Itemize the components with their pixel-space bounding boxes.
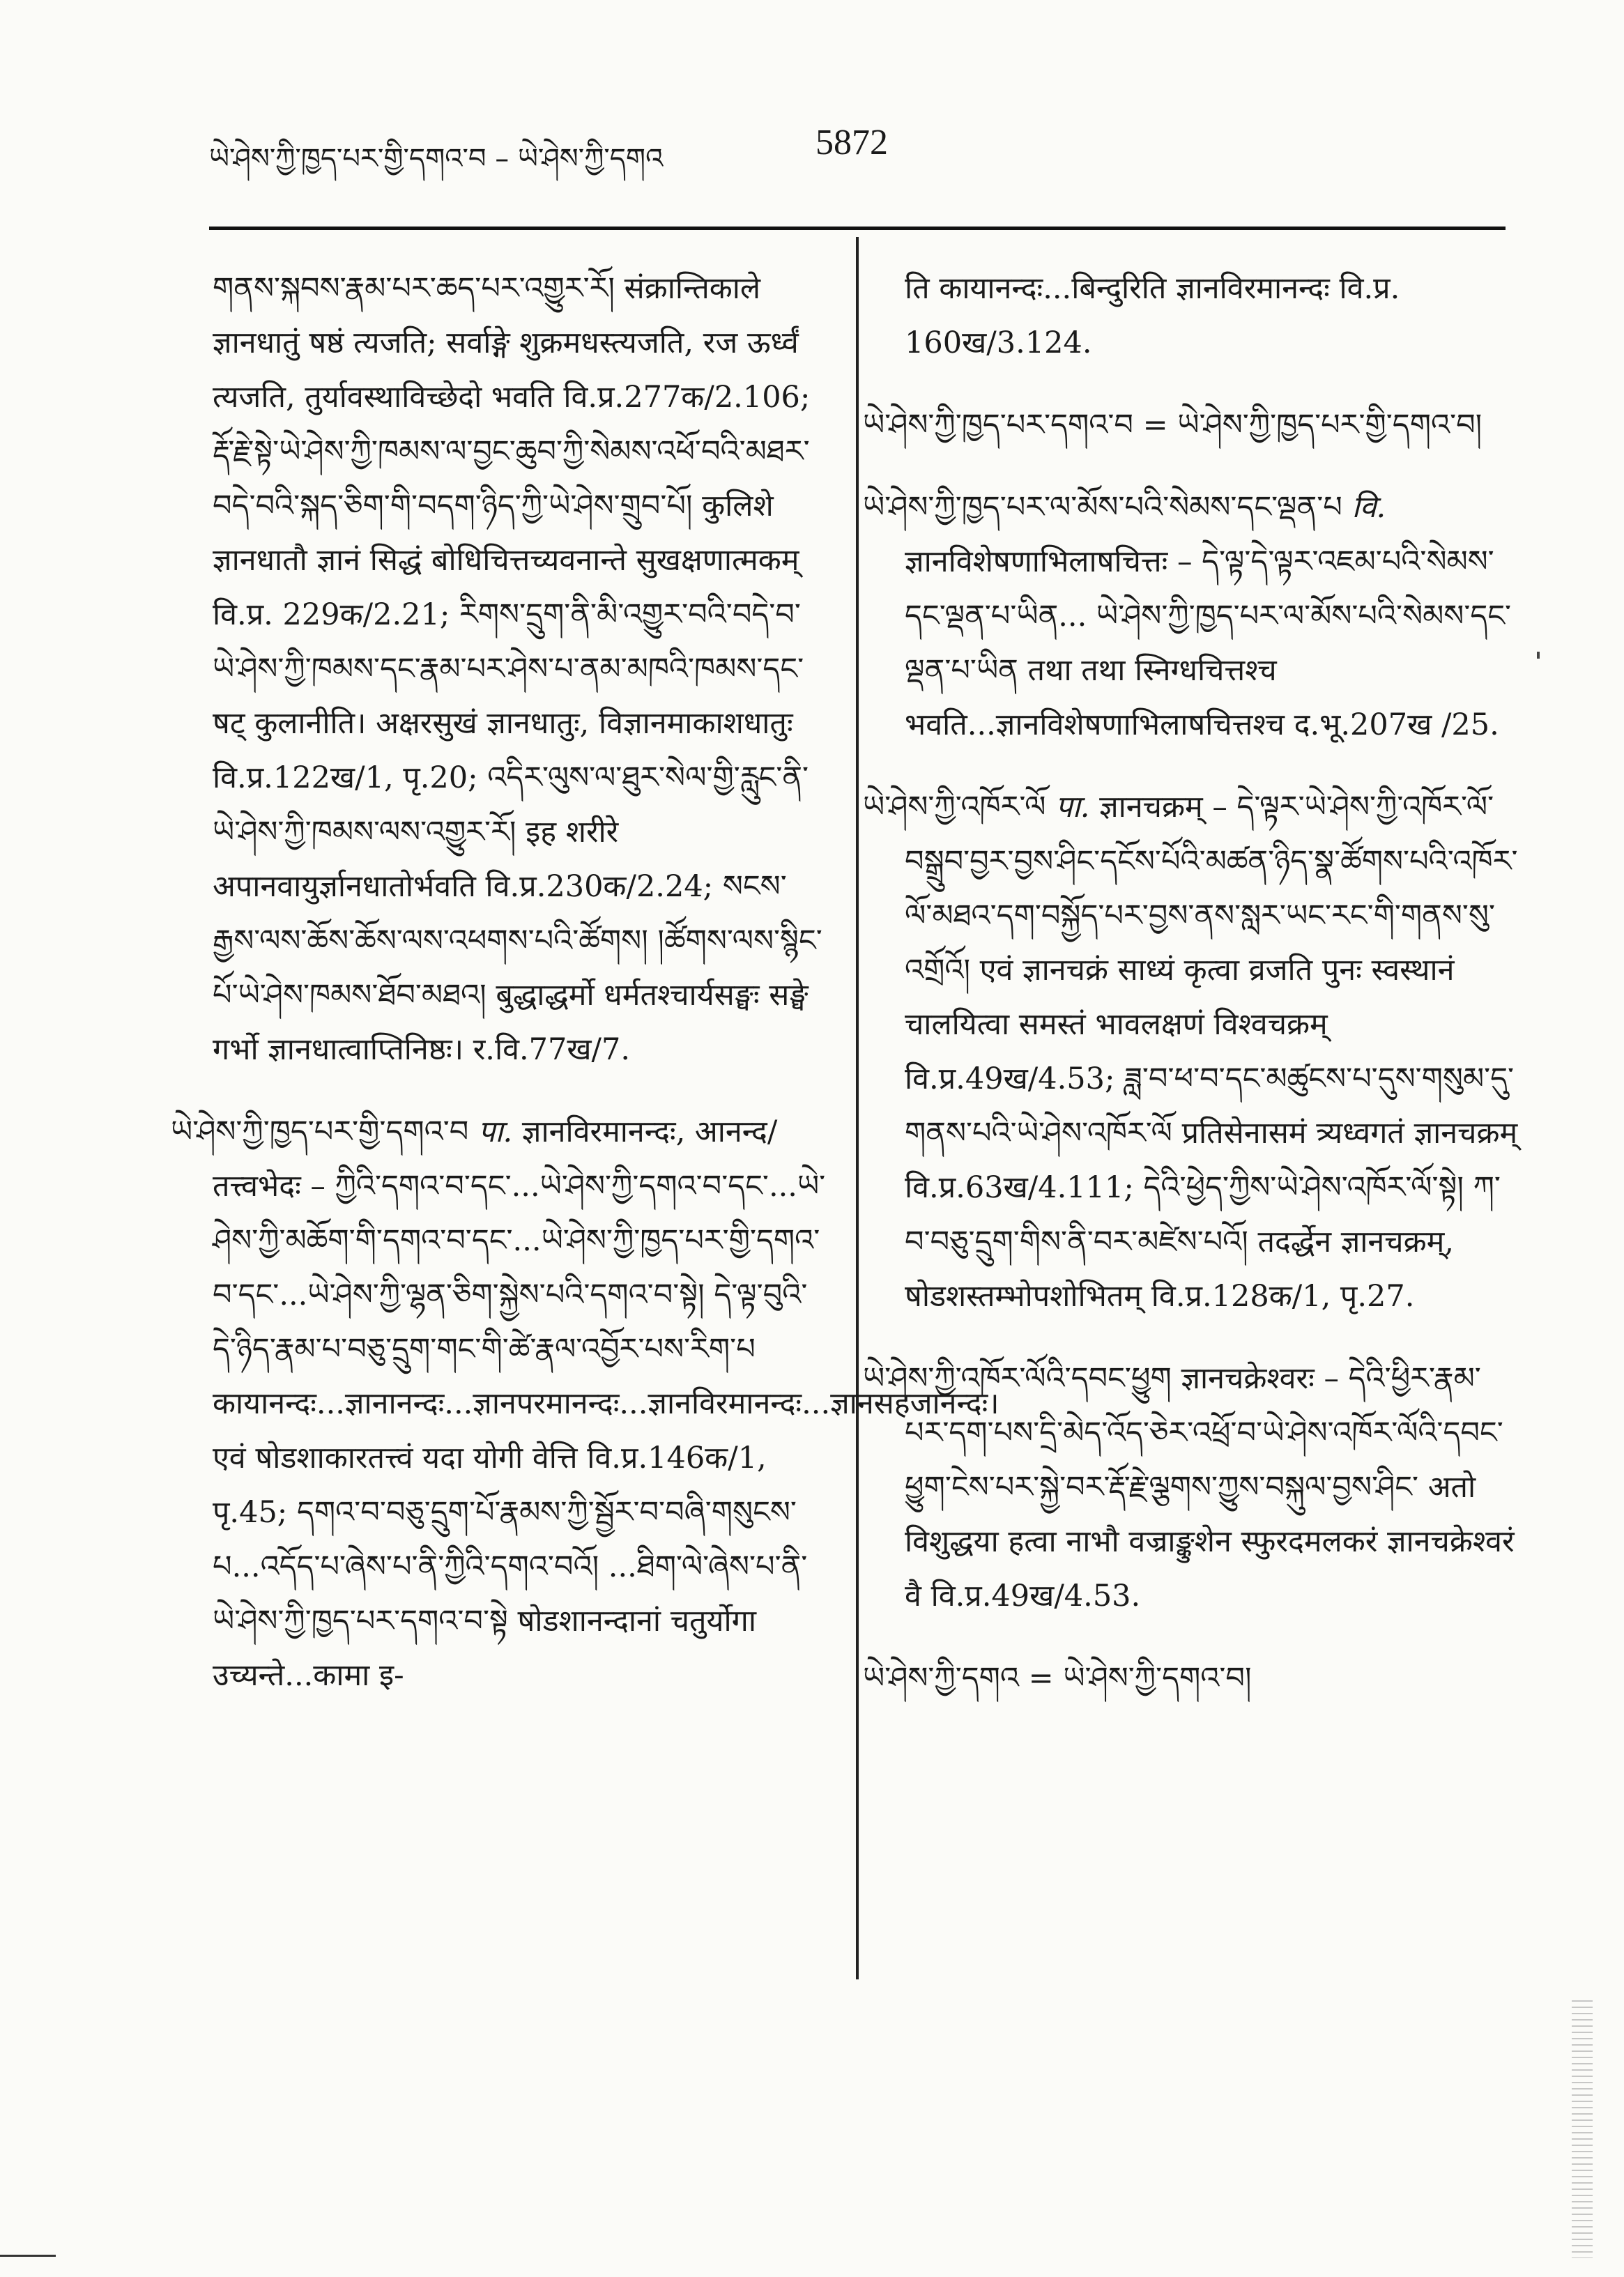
entry-paragraph — [171, 1105, 999, 1703]
entry-headword: ཡེ་ཤེས་ཀྱི་འཁོར་ལོའི་དབང་ཕྱུག — [863, 1361, 1172, 1396]
entry-paragraph — [863, 398, 1518, 452]
dictionary-entry — [863, 261, 1518, 370]
dictionary-entry — [863, 480, 1518, 752]
entry-grammar: पा. — [477, 1114, 513, 1149]
entry-text: ज्ञानचक्रेश्वरः – དེའི་ཕྱིར་རྣམ་པར་དག་པས་དྲི་མེད་འོད་ཅེར་འཕྲོ་བ་ཡེ་ཤེས་འཁོར་ལོའི་དབང་ཕྱུག་ངེས་པར་སྐྱེ་བར་རྡོ་རྗེ་ལྕགས་ཀྱུས་བསྐུལ་བྱས་ཤིང་ अतो विशुद्धया हत्वा नाभौ वज्राङ्कुशेन स्फुरदमलकरं ज्ञानचक्रेश्वरं वै वि.प्र.49ख/4.53. — [905, 1361, 1515, 1613]
entry-headword: ཡེ་ཤེས་ཀྱི་ཁྱད་པར་ལ་མོས་པའི་སེམས་དང་ལྡན་པ — [863, 490, 1342, 525]
column-divider — [856, 237, 859, 1979]
entry-paragraph — [863, 780, 1518, 1324]
entry-headword: ཡེ་ཤེས་ཀྱི་དགའ — [863, 1661, 1019, 1696]
entry-grammar: वि. — [1351, 490, 1386, 525]
entry-text: གནས་སྐབས་རྣམ་པར་ཆད་པར་འགྱུར་རོ། संक्रान्तिकाले ज्ञानधातुं षष्ठं त्यजति; सर्वाङ्गे शुक्रमधस्त्यजति, रज ऊर्ध्वं त्यजति, तुर्यावस्थाविच्छेदो भवति वि.प्र.277क/2.106; རྡོ་རྗེ་སྟེ་ཡེ་ཤེས་ཀྱི་ཁམས་ལ་བྱང་ཆུབ་ཀྱི་སེམས་འཕོ་བའི་མཐར་བདེ་བའི་སྐད་ཅིག་གི་བདག་ཉིད་ཀྱི་ཡེ་ཤེས་གྲུབ་པོ། कुलिशे ज्ञानधातौ ज्ञानं सिद्धं बोधिचित्तच्यवनान्ते सुखक्षणात्मकम् वि.प्र. 229क/2.21; རིགས་དྲུག་ནི་མི་འགྱུར་བའི་བདེ་བ་ཡེ་ཤེས་ཀྱི་ཁམས་དང་རྣམ་པར་ཤེས་པ་ནམ་མཁའི་ཁམས་དང་ षट् कुलानीति। अक्षरसुखं ज्ञानधातुः, विज्ञानमाकाशधातुः वि.प्र.122ख/1, पृ.20; འདིར་ལུས་ལ་ཐུར་སེལ་གྱི་རླུང་ནི་ཡེ་ཤེས་ཀྱི་ཁམས་ལས་འགྱུར་རོ། इह शरीरे अपानवायुर्ज्ञानधातोर्भवति वि.प्र.230क/2.24; སངས་རྒྱས་ལས་ཆོས་ཆོས་ལས་འཕགས་པའི་ཚོགས། །ཚོགས་ལས་སྙིང་པོ་ཡེ་ཤེས་ཁམས་ཐོབ་མཐའ། बुद्धाद्धर्मो धर्मतश्चार्यसङ्घः सङ्घे गर्भो ज्ञानधात्वाप्तिनिष्ठः। र.वि.77ख/7. — [213, 271, 822, 1067]
entry-text: ति कायानन्दः...बिन्दुरिति ज्ञानविरमानन्दः वि.प्र. 160ख/3.124. — [905, 271, 1400, 360]
dictionary-entry — [863, 1651, 1518, 1705]
stray-mark — [1537, 652, 1540, 659]
entry-headword: ཡེ་ཤེས་ཀྱི་ཁྱད་པར་དགའ་བ — [863, 408, 1133, 443]
entry-grammar: पा. — [1055, 790, 1090, 825]
entry-text: = ཡེ་ཤེས་ཀྱི་དགའ་བ། — [1028, 1661, 1252, 1696]
dictionary-entry — [171, 1105, 999, 1703]
entry-text: ज्ञानचक्रम् – དེ་ལྟར་ཡེ་ཤེས་ཀྱི་འཁོར་ལོ་བསྒྲུབ་བྱར་བྱས་ཤིང་དངོས་པོའི་མཚན་ཉིད་སྣ་ཚོགས་པའི་འཁོར་ལོ་མཐའ་དག་བསྐྱོད་པར་བྱས་ནས་སླར་ཡང་རང་གི་གནས་སུ་འགྲོའོ། एवं ज्ञानचक्रं साध्यं कृत्वा व्रजति पुनः स्वस्थानं चालयित्वा समस्तं भावलक्षणं विश्वचक्रम् वि.प्र.49ख/4.53; ཟླ་བ་ཕ་བ་དང་མཚུངས་པ་དུས་གསུམ་དུ་གནས་པའི་ཡེ་ཤེས་འཁོར་ལོ प्रतिसेनासमं त्र्यध्वगतं ज्ञानचक्रम् वि.प्र.63ख/4.111; དེའི་ཕྱེད་ཀྱིས་ཡེ་ཤེས་འཁོར་ལོ་སྟེ། ཀ་བ་བཅུ་དྲུག་གིས་ནི་བར་མཛེས་པའོ། तदर्द्धेन ज्ञानचक्रम्, षोडशस्तम्भोपशोभितम् वि.प्र.128क/1, पृ.27. — [905, 790, 1518, 1314]
margin-tick — [0, 2255, 56, 2257]
scan-edge-noise — [1572, 2000, 1593, 2258]
entry-paragraph — [863, 1351, 1518, 1623]
entry-paragraph — [863, 1651, 1518, 1705]
running-header — [209, 118, 1533, 174]
entry-headword: ཡེ་ཤེས་ཀྱི་འཁོར་ལོ — [863, 790, 1046, 825]
dictionary-entry — [171, 261, 826, 1077]
page-number: 5872 — [815, 123, 888, 162]
dictionary-entry — [863, 1351, 1518, 1623]
dictionary-entry — [863, 398, 1518, 452]
entry-paragraph — [863, 480, 1518, 752]
entry-text: ज्ञानविरमानन्दः, आनन्द/तत्त्वभेदः – ཀྱིའི་དགའ་བ་དང་...ཡེ་ཤེས་ཀྱི་དགའ་བ་དང་...ཡེ་ཤེས་ཀྱི་མཆོག་གི་དགའ་བ་དང་...ཡེ་ཤེས་ཀྱི་ཁྱད་པར་གྱི་དགའ་བ་དང་...ཡེ་ཤེས་ཀྱི་ལྷན་ཅིག་སྐྱེས་པའི་དགའ་བ་སྟེ། དེ་ལྟ་བུའི་དེ་ཉིད་རྣམ་པ་བཅུ་དྲུག་གང་གི་ཚེ་རྣལ་འབྱོར་པས་རིག་པ कायानन्दः...ज्ञानानन्दः...ज्ञानपरमानन्दः...ज्ञानविरमानन्दः...ज्ञानसहजानन्दः। एवं षोडशाकारतत्त्वं यदा योगी वेत्ति वि.प्र.146क/1, पृ.45; དགའ་བ་བཅུ་དྲུག་པོ་རྣམས་ཀྱི་སྦྱོར་བ་བཞི་གསུངས་པ...འདོད་པ་ཞེས་པ་ནི་ཀྱིའི་དགའ་བའོ། ...ཐིག་ལེ་ཞེས་པ་ནི་ཡེ་ཤེས་ཀྱི་ཁྱད་པར་དགའ་བ་སྟེ षोडशानन्दानां चतुर्योगा उच्यन्ते...कामा इ- — [213, 1114, 999, 1693]
header-rule — [209, 227, 1506, 230]
running-head: ཡེ་ཤེས་ཀྱི་ཁྱད་པར་གྱི་དགའ་བ – ཡེ་ཤེས་ཀྱི་དགའ — [209, 143, 664, 175]
entry-text: = ཡེ་ཤེས་ཀྱི་ཁྱད་པར་གྱི་དགའ་བ། — [1142, 408, 1483, 443]
right-column — [863, 261, 1518, 1733]
dictionary-entry — [863, 780, 1518, 1324]
entry-text: ज्ञानविशेषणाभिलाषचित्तः – དེ་ལྟ་དེ་ལྟར་འཇམ་པའི་སེམས་དང་ལྡན་པ་ཡིན... ཡེ་ཤེས་ཀྱི་ཁྱད་པར་ལ་མོས་པའི་སེམས་དང་ལྡན་པ་ཡིན तथा तथा स्निग्धचित्तश्च भवति...ज्ञानविशेषणाभिलाषचित्तश्च द.भू.207ख /25. — [905, 544, 1512, 742]
entry-headword: ཡེ་ཤེས་ཀྱི་ཁྱད་པར་གྱི་དགའ་བ — [171, 1114, 469, 1149]
